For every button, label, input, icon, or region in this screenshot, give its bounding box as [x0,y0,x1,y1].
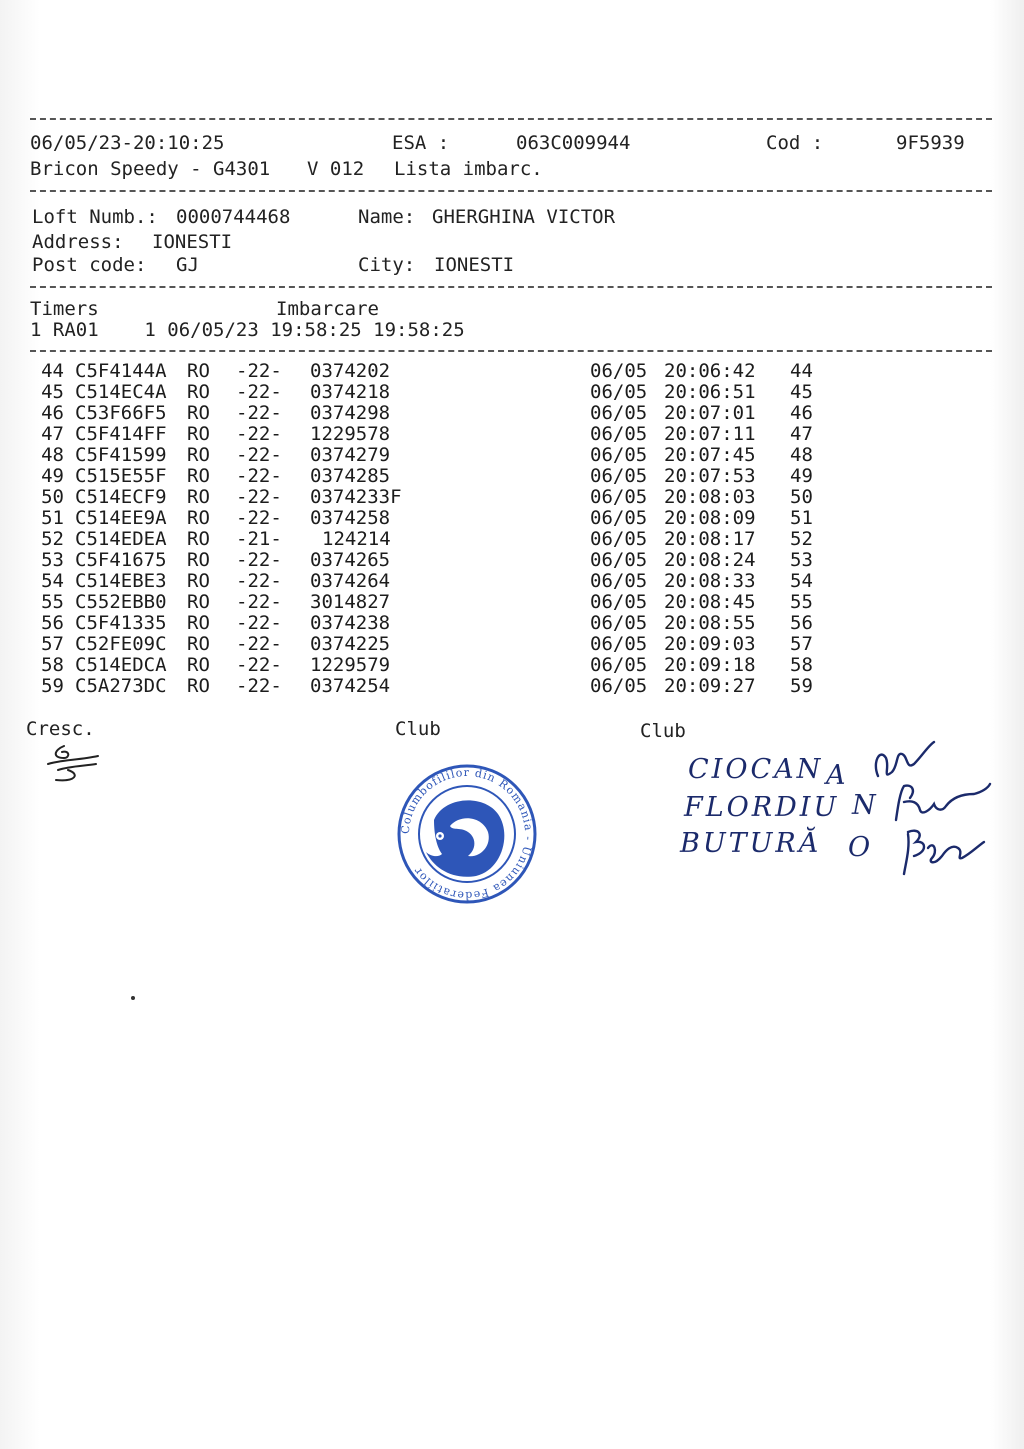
row-index: 51 [41,507,64,529]
ring-year: -22- [236,423,282,445]
loft-label: Loft Numb.: [32,206,158,228]
basket-date: 06/05 [590,423,648,445]
row-index-right: 52 [790,528,813,550]
basket-time: 20:08:55 [664,612,756,634]
ring-number: 0374254 [310,675,391,697]
ring-number: 0374258 [310,507,391,529]
signatory-name: CIOCAN [688,754,824,785]
signatory-name: FLORDIU [684,792,840,823]
table-row [38,655,818,676]
basket-date: 06/05 [590,654,648,676]
basket-date: 06/05 [590,486,648,508]
imbarcare-label: Imbarcare [276,298,379,320]
row-index: 49 [41,465,64,487]
signatory-initial: O [848,832,874,863]
country-code: RO [187,444,210,466]
name-label: Name: [358,206,416,228]
country-code: RO [187,381,210,403]
club-stamp [394,758,540,910]
ring-code: C514EE9A [75,507,167,529]
country-code: RO [187,465,210,487]
table-row [38,487,818,508]
row-index-right: 48 [790,444,813,466]
basket-time: 20:08:03 [664,486,756,508]
row-index: 55 [41,591,64,613]
ring-number: 0374265 [310,549,391,571]
timer-line: 1 RA01 1 06/05/23 19:58:25 19:58:25 [30,319,465,341]
row-index-right: 47 [790,423,813,445]
basket-time: 20:07:01 [664,402,756,424]
ring-code: C552EBB0 [75,591,167,613]
basket-time: 20:07:11 [664,423,756,445]
basket-time: 20:06:51 [664,381,756,403]
address-value: IONESTI [152,231,233,253]
basket-time: 20:08:24 [664,549,756,571]
basket-date: 06/05 [590,570,648,592]
country-code: RO [187,612,210,634]
table-row [38,361,818,382]
country-code: RO [187,675,210,697]
ring-number: 0374202 [310,360,391,382]
ring-number: 0374225 [310,633,391,655]
timers-label: Timers [30,298,99,320]
signatory-initial: N [852,790,879,821]
cod-label: Cod : [766,132,824,154]
basket-date: 06/05 [590,444,648,466]
device-name: Bricon Speedy - G4301 [30,158,271,180]
row-index: 56 [41,612,64,634]
ring-year: -22- [236,654,282,676]
ring-year: -22- [236,465,282,487]
cod-value: 9F5939 [896,132,965,154]
ring-code: C5A273DC [75,675,167,697]
breeder-signature [40,740,110,790]
device-version: V 012 [307,158,365,180]
basket-date: 06/05 [590,465,648,487]
country-code: RO [187,549,210,571]
postcode-value: GJ [176,254,199,276]
signatory-signature [890,780,994,824]
ring-number: 0374238 [310,612,391,634]
basket-date: 06/05 [590,591,648,613]
ring-number: 0374264 [310,570,391,592]
signatory-signature [898,822,988,880]
ring-year: -22- [236,675,282,697]
city-value: IONESTI [434,254,515,276]
ring-code: C514EC4A [75,381,167,403]
ring-code: C5F4144A [75,360,167,382]
basket-date: 06/05 [590,402,648,424]
print-datetime: 06/05/23-20:10:25 [30,132,225,154]
row-index: 58 [41,654,64,676]
basket-date: 06/05 [590,381,648,403]
country-code: RO [187,654,210,676]
esa-value: 063C009944 [516,132,631,154]
basket-date: 06/05 [590,675,648,697]
basket-time: 20:06:42 [664,360,756,382]
table-row [38,382,818,403]
ring-year: -22- [236,381,282,403]
row-index: 48 [41,444,64,466]
ring-number: 3014827 [310,591,391,613]
ring-number: 0374218 [310,381,391,403]
ring-code: C53F66F5 [75,402,167,424]
ring-year: -22- [236,633,282,655]
row-index: 57 [41,633,64,655]
row-index: 52 [41,528,64,550]
row-index-right: 56 [790,612,813,634]
table-row [38,529,818,550]
ring-code: C515E55F [75,465,167,487]
table-row [38,403,818,424]
ring-year: -21- [236,528,282,550]
country-code: RO [187,570,210,592]
basket-date: 06/05 [590,549,648,571]
basket-time: 20:08:33 [664,570,756,592]
row-index-right: 59 [790,675,813,697]
table-row [38,571,818,592]
ring-code: C514EBE3 [75,570,167,592]
ring-number: 0374298 [310,402,391,424]
table-row [38,466,818,487]
paper-speck [131,996,135,1000]
row-index-right: 53 [790,549,813,571]
cresc-label: Cresc. [26,718,95,740]
country-code: RO [187,507,210,529]
basket-date: 06/05 [590,633,648,655]
ring-year: -22- [236,444,282,466]
row-index: 47 [41,423,64,445]
country-code: RO [187,402,210,424]
ring-year: -22- [236,360,282,382]
ring-year: -22- [236,612,282,634]
ring-year: -22- [236,486,282,508]
row-index-right: 51 [790,507,813,529]
row-index: 46 [41,402,64,424]
table-row [38,445,818,466]
row-index-right: 49 [790,465,813,487]
basket-time: 20:09:18 [664,654,756,676]
ring-code: C5F41335 [75,612,167,634]
table-row [38,634,818,655]
basket-time: 20:08:45 [664,591,756,613]
row-index-right: 44 [790,360,813,382]
basket-date: 06/05 [590,612,648,634]
row-index: 59 [41,675,64,697]
basket-time: 20:08:09 [664,507,756,529]
signatory-initial: A [826,760,849,791]
ring-number: 0374285 [310,465,391,487]
table-row [38,550,818,571]
table-row [38,613,818,634]
basket-time: 20:07:53 [664,465,756,487]
basket-date: 06/05 [590,360,648,382]
ring-year: -22- [236,570,282,592]
table-row [38,508,818,529]
row-index: 53 [41,549,64,571]
separator-line [30,350,992,352]
ring-year: -22- [236,549,282,571]
loft-value: 0000744468 [176,206,291,228]
ring-number: 0374279 [310,444,391,466]
row-index-right: 45 [790,381,813,403]
name-value: GHERGHINA VICTOR [432,206,616,228]
ring-number: 1229579 [310,654,391,676]
basket-time: 20:09:27 [664,675,756,697]
separator-line [30,286,992,288]
basket-time: 20:07:45 [664,444,756,466]
table-row [38,676,818,697]
ring-number: 0374233F [310,486,402,508]
country-code: RO [187,633,210,655]
country-code: RO [187,360,210,382]
stamp-text: Columbofililor din Romania - Uniunea Federatiilor [398,765,536,903]
club-label: Club [395,718,441,740]
signatory-name: BUTURĂ [680,828,822,859]
ring-year: -22- [236,591,282,613]
esa-label: ESA : [392,132,450,154]
row-index-right: 57 [790,633,813,655]
ring-code: C514ECF9 [75,486,167,508]
country-code: RO [187,528,210,550]
address-label: Address: [32,231,124,253]
ring-code: C5F414FF [75,423,167,445]
ring-year: -22- [236,402,282,424]
row-index-right: 50 [790,486,813,508]
row-index: 44 [41,360,64,382]
row-index-right: 46 [790,402,813,424]
country-code: RO [187,423,210,445]
country-code: RO [187,486,210,508]
ring-number: 124214 [322,528,391,550]
row-index: 45 [41,381,64,403]
ring-number: 1229578 [310,423,391,445]
basket-time: 20:08:17 [664,528,756,550]
postcode-label: Post code: [32,254,147,276]
basket-date: 06/05 [590,507,648,529]
basket-time: 20:09:03 [664,633,756,655]
club-label: Club [640,720,686,742]
ring-year: -22- [236,507,282,529]
ring-code: C52FE09C [75,633,167,655]
ring-code: C514EDEA [75,528,167,550]
ring-code: C5F41599 [75,444,167,466]
basket-date: 06/05 [590,528,648,550]
ring-code: C514EDCA [75,654,167,676]
row-index-right: 54 [790,570,813,592]
row-index-right: 55 [790,591,813,613]
ring-code: C5F41675 [75,549,167,571]
table-row [38,424,818,445]
row-index-right: 58 [790,654,813,676]
city-label: City: [358,254,416,276]
row-index: 50 [41,486,64,508]
row-index: 54 [41,570,64,592]
country-code: RO [187,591,210,613]
table-row [38,592,818,613]
separator-line [30,190,992,192]
separator-line [30,118,992,120]
list-title: Lista imbarc. [394,158,543,180]
